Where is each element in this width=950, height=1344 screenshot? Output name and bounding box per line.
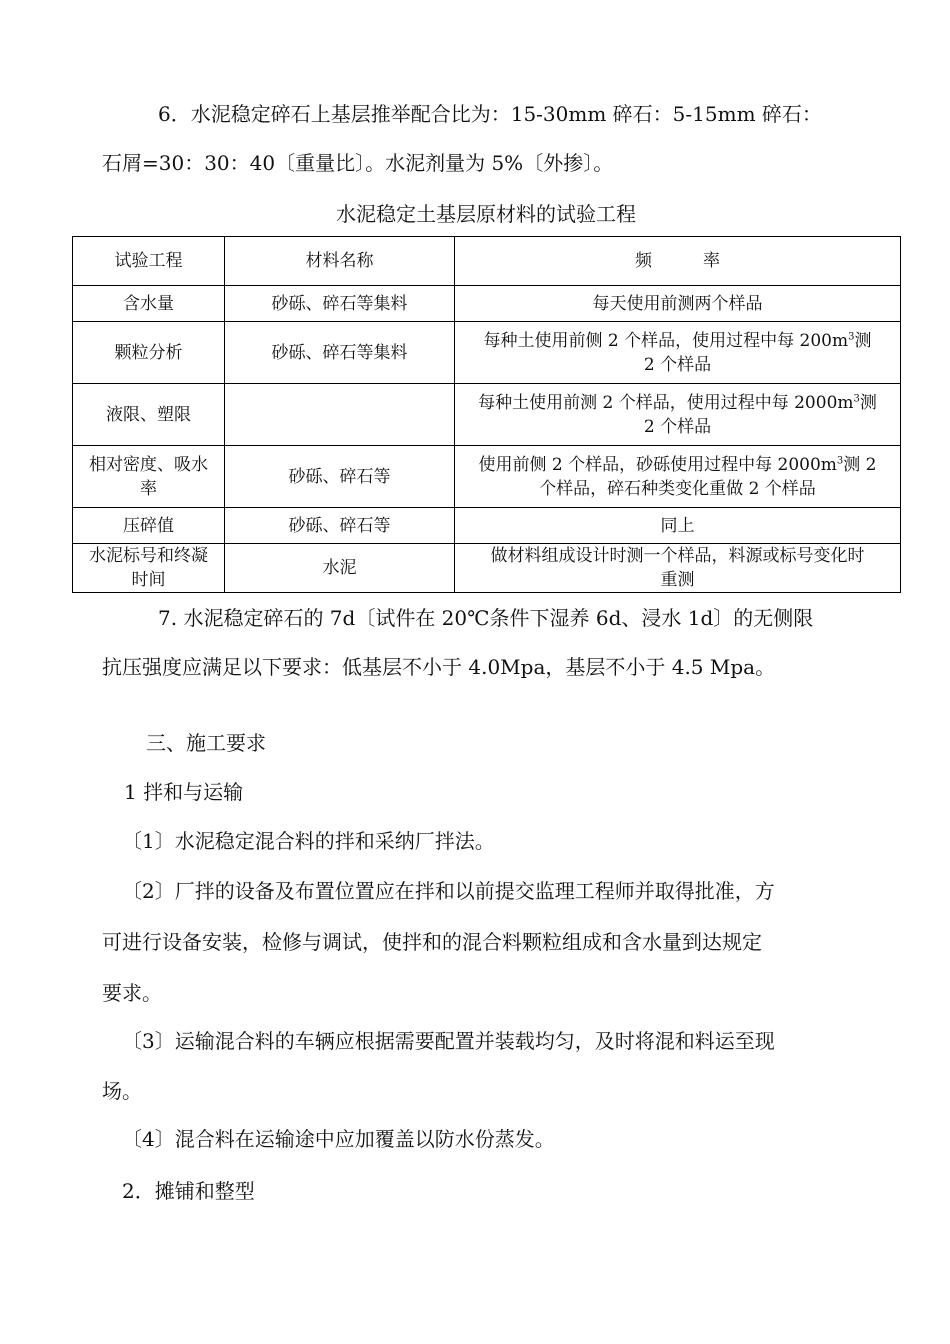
cell-material: 砂砾、碎石等集料 bbox=[225, 322, 455, 384]
cell-frequency: 每种土使用前侧 2 个样品，使用过程中每 $200m^3$测 2 个样品 bbox=[455, 322, 901, 384]
item-2-line2: 可进行设备安装，检修与调试，使拌和的混合料颗粒组成和含水量到达规定 bbox=[102, 930, 762, 954]
header-material-name: 材料名称 bbox=[225, 237, 455, 286]
cell-item: 液限、塑限 bbox=[73, 384, 225, 446]
table-row bbox=[73, 322, 901, 384]
table-header-row bbox=[73, 237, 901, 286]
para7-line1: 7. 水泥稳定碎石的 7d〔试件在 20℃条件下湿养 6d、浸水 1d〕的无侧限 bbox=[158, 606, 814, 630]
section-heading: 三、施工要求 bbox=[146, 731, 266, 755]
table-row bbox=[73, 508, 901, 544]
para6-line1: 6．水泥稳定碎石上基层推举配合比为：15-30mm 碎石：5-15mm 碎石： bbox=[158, 102, 822, 126]
para6-line2: 石屑=30：30：40〔重量比〕。水泥剂量为 5%〔外掺〕。 bbox=[102, 151, 614, 175]
cell-material: 砂砾、碎石等集料 bbox=[225, 286, 455, 322]
item-2-line3: 要求。 bbox=[102, 981, 162, 1005]
cell-frequency: 做材料组成设计时测一个样品，料源或标号变化时 重测 bbox=[455, 544, 901, 593]
cell-frequency: 同上 bbox=[455, 508, 901, 544]
cell-material: 砂砾、碎石等 bbox=[225, 508, 455, 544]
cell-frequency: 每天使用前测两个样品 bbox=[455, 286, 901, 322]
cell-item: 颗粒分析 bbox=[73, 322, 225, 384]
subsection-heading-1: 1 拌和与运输 bbox=[124, 780, 244, 804]
table-row bbox=[73, 286, 901, 322]
cell-frequency: 使用前侧 2 个样品，砂砾使用过程中每 $2000m^3$测 2 个样品，碎石种类变化重做 2 个样品 bbox=[455, 446, 901, 508]
cell-material bbox=[225, 384, 455, 446]
materials-test-table bbox=[72, 236, 901, 593]
table-row bbox=[73, 384, 901, 446]
para7-line2: 抗压强度应满足以下要求：低基层不小于 4.0Mpa，基层不小于 4.5 Mpa。 bbox=[102, 655, 776, 679]
cell-frequency: 每种土使用前测 2 个样品，使用过程中每 $2000m^3$测 2 个样品 bbox=[455, 384, 901, 446]
cell-item: 含水量 bbox=[73, 286, 225, 322]
item-1: 〔1〕水泥稳定混合料的拌和采纳厂拌法。 bbox=[122, 829, 495, 853]
table-caption: 水泥稳定土基层原材料的试验工程 bbox=[336, 202, 636, 226]
subsection-heading-2: 2．摊铺和整型 bbox=[122, 1179, 255, 1203]
table-row bbox=[73, 544, 901, 593]
item-2-line1: 〔2〕厂拌的设备及布置位置应在拌和以前提交监理工程师并取得批准，方 bbox=[122, 879, 775, 903]
table-row bbox=[73, 446, 901, 508]
item-3-line2: 场。 bbox=[102, 1079, 142, 1103]
item-3-line1: 〔3〕运输混合料的车辆应根据需要配置并装载均匀，及时将混和料运至现 bbox=[122, 1029, 775, 1053]
cell-item: 压碎值 bbox=[73, 508, 225, 544]
item-4: 〔4〕混合料在运输途中应加覆盖以防水份蒸发。 bbox=[122, 1127, 555, 1151]
cell-item: 水泥标号和终凝 时间 bbox=[73, 544, 225, 593]
header-test-item: 试验工程 bbox=[73, 237, 225, 286]
cell-item: 相对密度、吸水 率 bbox=[73, 446, 225, 508]
header-frequency: 频 率 bbox=[455, 237, 901, 286]
cell-material: 水泥 bbox=[225, 544, 455, 593]
cell-material: 砂砾、碎石等 bbox=[225, 446, 455, 508]
